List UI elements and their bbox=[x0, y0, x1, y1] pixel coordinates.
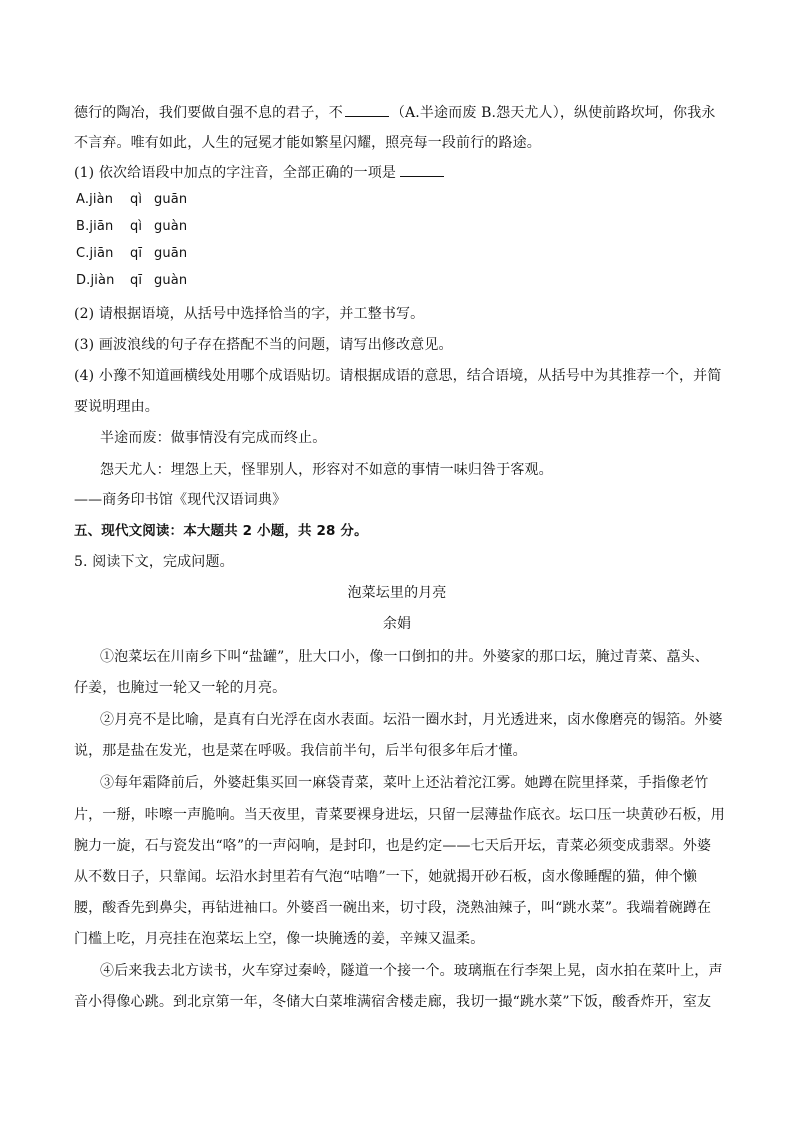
passage-line-1 bbox=[74, 104, 716, 122]
passage-line-2: 不言弃。唯有如此，人生的冠冕才能如繁星闪耀，照亮每一段前行的路途。 bbox=[74, 135, 541, 151]
option-pinyin: guàn bbox=[154, 219, 188, 234]
article-title: 泡菜坛里的月亮 bbox=[347, 585, 447, 601]
paragraph-1-line: 仔姜，也腌过一轮又一轮的月亮。 bbox=[74, 680, 287, 696]
option-d[interactable] bbox=[76, 272, 187, 290]
passage-text: （A.半途而废 B.怨天尤人），纵使前路坎坷，你我永 bbox=[390, 105, 716, 121]
option-pinyin: qī bbox=[130, 273, 143, 288]
paragraph-2-line: ②月亮不是比喻，是真有白光浮在卤水表面。坛沿一圈水封，月光透进来，卤水像磨亮的锡箔。外婆 bbox=[100, 712, 723, 728]
option-pinyin: guān bbox=[154, 246, 188, 261]
paragraph-1-line: ①泡菜坛在川南乡下叫“盐罐”，肚大口小，像一口倒扣的井。外婆家的那口坛，腌过青菜、藠头、 bbox=[100, 649, 709, 665]
option-label: A.jiàn bbox=[76, 192, 114, 207]
article-author: 余娟 bbox=[382, 616, 412, 632]
paragraph-3-line: 腰，酸香先到鼻尖，再钻进袖口。外婆舀一碗出来，切寸段，浇熟油辣子，叫“跳水菜”。我端着碗蹲在 bbox=[74, 900, 712, 916]
question-3: (3) 画波浪线的句子存在搭配不当的问题，请写出修改意见。 bbox=[74, 337, 453, 353]
definition-1: 半途而废：做事情没有完成而终止。 bbox=[100, 430, 327, 446]
paragraph-3-line: 从不数日子，只靠闻。坛沿水封里若有气泡“咕噜”一下，她就揭开砂石板，卤水像睡醒的猫，伸个懒 bbox=[74, 869, 698, 885]
question-4-line-2: 要说明理由。 bbox=[74, 399, 159, 415]
option-a[interactable] bbox=[76, 191, 187, 209]
question-1-text: (1) 依次给语段中加点的字注音，全部正确的一项是 bbox=[74, 165, 397, 181]
definition-2: 怨天尤人：埋怨上天，怪罪别人，形容对不如意的事情一味归咎于客观。 bbox=[100, 462, 553, 478]
paragraph-3-line: ③每年霜降前后，外婆赶集买回一麻袋青菜，菜叶上还沾着沱江雾。她蹲在院里择菜，手指像老竹 bbox=[100, 775, 709, 791]
paragraph-3-line: 腕力一旋，石与瓷发出“咯”的一声闷响，是封印，也是约定——七天后开坛，青菜必须变成翡翠。外婆 bbox=[74, 838, 712, 854]
paragraph-4-line: 音小得像心跳。到北京第一年，冬储大白菜堆满宿舍楼走廊，我切一撮“跳水菜”下饭，酸香炸开，室友 bbox=[74, 994, 712, 1010]
option-pinyin: guān bbox=[154, 192, 188, 207]
option-pinyin: qì bbox=[130, 192, 143, 207]
option-label: C.jiān bbox=[76, 246, 114, 261]
paragraph-4-line: ④后来我去北方读书，火车穿过秦岭，隧道一个接一个。玻璃瓶在行李架上晃，卤水拍在菜叶上，声 bbox=[100, 963, 723, 979]
option-pinyin: qī bbox=[130, 246, 143, 261]
question-4-line-1: (4) 小豫不知道画横线处用哪个成语贴切。请根据成语的意思，结合语境，从括号中为其推荐一个，并简 bbox=[74, 368, 722, 384]
fill-blank[interactable] bbox=[345, 104, 389, 117]
question-5-prompt: 5. 阅读下文，完成问题。 bbox=[74, 554, 234, 570]
dictionary-source: ——商务印书馆《现代汉语词典》 bbox=[74, 492, 287, 508]
option-b[interactable] bbox=[76, 218, 187, 236]
option-pinyin: qì bbox=[130, 219, 143, 234]
option-label: D.jiàn bbox=[76, 273, 115, 288]
option-c[interactable] bbox=[76, 245, 187, 263]
paragraph-3-line: 片，一掰，咔嚓一声脆响。当天夜里，青菜要裸身进坛，只留一层薄盐作底衣。坛口压一块黄砂石板，用 bbox=[74, 807, 725, 823]
option-pinyin: guàn bbox=[154, 273, 188, 288]
option-label: B.jiān bbox=[76, 219, 114, 234]
question-1 bbox=[74, 164, 444, 182]
paragraph-3-line: 门槛上吃，月亮挂在泡菜坛上空，像一块腌透的姜，辛辣又温柔。 bbox=[74, 931, 485, 947]
passage-text: 德行的陶冶，我们要做自强不息的君子，不 bbox=[74, 105, 343, 121]
section-5-heading: 五、现代文阅读：本大题共 2 小题，共 28 分。 bbox=[74, 523, 368, 539]
question-2: (2) 请根据语境，从括号中选择恰当的字，并工整书写。 bbox=[74, 306, 425, 322]
paragraph-2-line: 说，那是盐在发光，也是菜在呼吸。我信前半句，后半句很多年后才懂。 bbox=[74, 743, 527, 759]
answer-blank[interactable] bbox=[400, 164, 444, 177]
